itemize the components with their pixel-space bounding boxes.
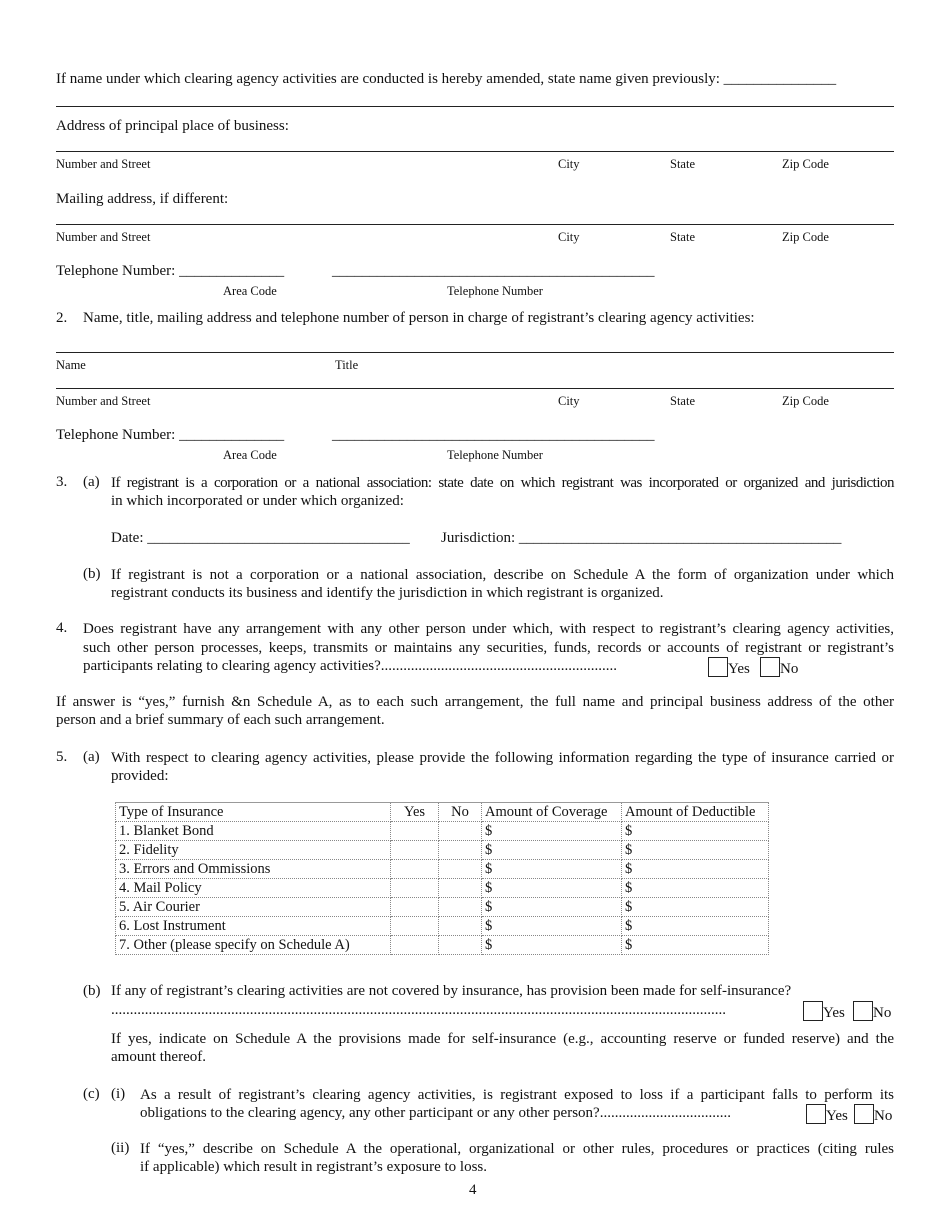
item-4-text-line2: such other person processes, keeps, transmits or maintains any securities, funds, records or accounts of registrant or registrant’s: [83, 640, 894, 656]
coverage-cell[interactable]: $: [482, 917, 622, 936]
item-3a-text-line1: If registrant is a corporation or a national association: state date on which registrant was incorporated or organized and jurisdiction: [111, 475, 894, 491]
yes-cell[interactable]: [391, 879, 439, 898]
no-cell[interactable]: [439, 898, 482, 917]
item-5c-ii-number: (ii): [111, 1140, 130, 1156]
insurance-type: 1. Blanket Bond: [116, 822, 391, 841]
deductible-cell[interactable]: $: [622, 936, 769, 955]
item-2-text: Name, title, mailing address and telephone number of person in charge of registrant’s clearing agency activities:: [83, 310, 755, 326]
yes-cell[interactable]: [391, 936, 439, 955]
item-5a-text-line2: provided:: [111, 768, 169, 784]
yes-checkbox[interactable]: [803, 1001, 823, 1021]
item-4-number: 4.: [56, 620, 68, 636]
no-cell[interactable]: [439, 841, 482, 860]
item-5b-no-option[interactable]: [853, 1001, 891, 1022]
table-row: [116, 917, 769, 936]
area-code-label: Area Code: [223, 448, 277, 462]
coverage-cell[interactable]: $: [482, 822, 622, 841]
table-row: [116, 860, 769, 879]
no-label: No: [780, 661, 799, 677]
coverage-cell[interactable]: $: [482, 936, 622, 955]
item-4-yes-option[interactable]: [708, 657, 750, 678]
divider: [56, 106, 894, 107]
insurance-type: 5. Air Courier: [116, 898, 391, 917]
no-cell[interactable]: [439, 822, 482, 841]
item-2-number: 2.: [56, 310, 68, 326]
yes-label: Yes: [826, 1108, 848, 1124]
item-5c-ii-text-line2: if applicable) which result in registrant’s exposure to loss.: [140, 1159, 487, 1175]
person-address-field[interactable]: [56, 388, 894, 389]
telephone-field[interactable]: Telephone Number: ______________: [56, 263, 285, 279]
name-title-field[interactable]: [56, 352, 894, 353]
zip-label: Zip Code: [782, 157, 829, 171]
yes-label: Yes: [823, 1005, 845, 1021]
table-header-row: [116, 803, 769, 822]
name-label: Name: [56, 358, 86, 372]
item-5c-i-text-line2: obligations to the clearing agency, any other participant or any other person?...................................: [140, 1105, 731, 1121]
item-3b-text-line1: If registrant is not a corporation or a national association, describe on Schedule A the form of organization under which: [111, 567, 894, 583]
item-5a-text-line1: With respect to clearing agency activities, please provide the following information regarding the type of insurance carried or: [111, 750, 894, 766]
page-number: 4: [469, 1182, 477, 1198]
zip-label: Zip Code: [782, 230, 829, 244]
item-3b-letter: (b): [83, 566, 101, 582]
item-5c-yes-option[interactable]: [806, 1104, 848, 1125]
insurance-type: 3. Errors and Ommissions: [116, 860, 391, 879]
item-5b-note-line2: amount thereof.: [111, 1049, 206, 1065]
mailing-address-field[interactable]: [56, 224, 894, 225]
item-5b-letter: (b): [83, 983, 101, 999]
insurance-type: 4. Mail Policy: [116, 879, 391, 898]
no-cell[interactable]: [439, 917, 482, 936]
item-5-number: 5.: [56, 749, 68, 765]
item-5b-yes-option[interactable]: [803, 1001, 845, 1022]
street-label: Number and Street: [56, 230, 151, 244]
telephone-number-field[interactable]: ___________________________________________: [332, 427, 655, 443]
table-row: [116, 822, 769, 841]
item-3b-text-line2: registrant conducts its business and identify the jurisdiction in which registrant is organized.: [111, 585, 664, 601]
header-yes: Yes: [391, 803, 439, 822]
zip-label: Zip Code: [782, 394, 829, 408]
city-label: City: [558, 157, 580, 171]
city-label: City: [558, 230, 580, 244]
coverage-cell[interactable]: $: [482, 898, 622, 917]
title-label: Title: [335, 358, 359, 372]
deductible-cell[interactable]: $: [622, 917, 769, 936]
insurance-type: 6. Lost Instrument: [116, 917, 391, 936]
yes-cell[interactable]: [391, 822, 439, 841]
table-row: [116, 898, 769, 917]
item-5c-i-text-line1: As a result of registrant’s clearing agency activities, is registrant exposed to loss if a participant falls to perform its: [140, 1087, 894, 1103]
coverage-cell[interactable]: $: [482, 841, 622, 860]
jurisdiction-field[interactable]: Jurisdiction: ___________________________________________: [441, 530, 842, 546]
city-label: City: [558, 394, 580, 408]
table-row: [116, 936, 769, 955]
table-row: [116, 879, 769, 898]
area-code-label: Area Code: [223, 284, 277, 298]
deductible-cell[interactable]: $: [622, 860, 769, 879]
item-5c-i-number: (i): [111, 1086, 126, 1102]
deductible-cell[interactable]: $: [622, 879, 769, 898]
yes-cell[interactable]: [391, 898, 439, 917]
telephone-number-label: Telephone Number: [447, 448, 543, 462]
yes-checkbox[interactable]: [806, 1104, 826, 1124]
item-5c-letter: (c): [83, 1086, 100, 1102]
no-checkbox[interactable]: [760, 657, 780, 677]
telephone-number-field[interactable]: ___________________________________________: [332, 263, 655, 279]
yes-cell[interactable]: [391, 860, 439, 879]
item-5c-no-option[interactable]: [854, 1104, 892, 1125]
principal-address-label: Address of principal place of business:: [56, 118, 289, 134]
item-5b-note-line1: If yes, indicate on Schedule A the provisions made for self-insurance (e.g., accounting reserve or funded reserve) and the: [111, 1031, 894, 1047]
coverage-cell[interactable]: $: [482, 879, 622, 898]
yes-label: Yes: [728, 661, 750, 677]
item-5b-leader-dots: ....................................................................................................................................................................: [111, 1002, 726, 1018]
insurance-type: 7. Other (please specify on Schedule A): [116, 936, 391, 955]
state-label: State: [670, 157, 695, 171]
principal-address-field[interactable]: [56, 151, 894, 152]
no-checkbox[interactable]: [854, 1104, 874, 1124]
coverage-cell[interactable]: $: [482, 860, 622, 879]
no-cell[interactable]: [439, 936, 482, 955]
header-deductible: Amount of Deductible: [622, 803, 769, 822]
item-4-text-line1: Does registrant have any arrangement with any other person under which, with respect to registrant’s clearing agency activities,: [83, 621, 894, 637]
item-5b-text-line1: If any of registrant’s clearing activities are not covered by insurance, has provision been made for self-insurance?: [111, 983, 792, 999]
table-row: [116, 841, 769, 860]
telephone-number-label: Telephone Number: [447, 284, 543, 298]
no-checkbox[interactable]: [853, 1001, 873, 1021]
answer-note-line2: person and a brief summary of each such arrangement.: [56, 712, 385, 728]
answer-note-line1: If answer is “yes,” furnish &n Schedule A, as to each such arrangement, the full name and principal business address of the other: [56, 694, 894, 710]
street-label: Number and Street: [56, 157, 151, 171]
telephone-field[interactable]: Telephone Number: ______________: [56, 427, 285, 443]
deductible-cell[interactable]: $: [622, 822, 769, 841]
item-3a-text-line2: in which incorporated or under which organized:: [111, 493, 404, 509]
no-label: No: [873, 1005, 892, 1021]
deductible-cell[interactable]: $: [622, 898, 769, 917]
insurance-table: [115, 802, 769, 955]
yes-cell[interactable]: [391, 917, 439, 936]
amended-name-line: If name under which clearing agency activities are conducted is hereby amended, state name given previously: _______________: [56, 71, 837, 87]
item-4-no-option[interactable]: [760, 657, 798, 678]
header-type: Type of Insurance: [116, 803, 391, 822]
no-cell[interactable]: [439, 879, 482, 898]
yes-cell[interactable]: [391, 841, 439, 860]
deductible-cell[interactable]: $: [622, 841, 769, 860]
item-4-text-line3: participants relating to clearing agency activities?...............................................................: [83, 658, 618, 674]
item-3-number: 3.: [56, 474, 68, 490]
state-label: State: [670, 394, 695, 408]
street-label: Number and Street: [56, 394, 151, 408]
no-label: No: [874, 1108, 893, 1124]
header-coverage: Amount of Coverage: [482, 803, 622, 822]
no-cell[interactable]: [439, 860, 482, 879]
insurance-type: 2. Fidelity: [116, 841, 391, 860]
item-3a-letter: (a): [83, 474, 100, 490]
yes-checkbox[interactable]: [708, 657, 728, 677]
item-5a-letter: (a): [83, 749, 100, 765]
mailing-address-label: Mailing address, if different:: [56, 191, 229, 207]
date-field[interactable]: Date: ___________________________________: [111, 530, 410, 546]
item-5c-ii-text-line1: If “yes,” describe on Schedule A the operational, organizational or other rules, procedures or practices (citing rules: [140, 1141, 894, 1157]
header-no: No: [439, 803, 482, 822]
state-label: State: [670, 230, 695, 244]
